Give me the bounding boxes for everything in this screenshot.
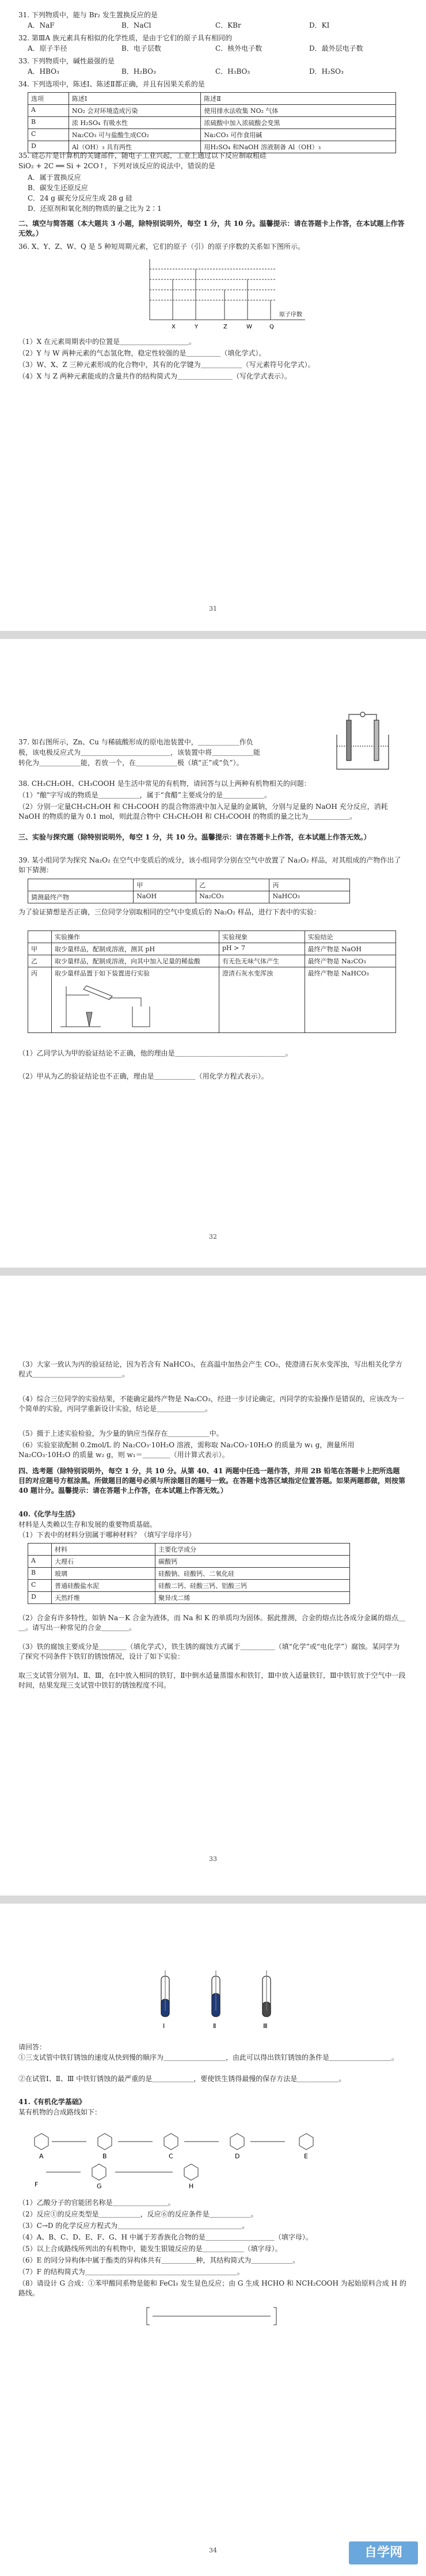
table-cell bbox=[52, 967, 219, 1033]
element-label-z: Z bbox=[223, 324, 227, 330]
table-cell: D bbox=[28, 1592, 52, 1604]
q32-option-a: A．原子半径 bbox=[28, 44, 67, 52]
question-37-line3: 转化为＿＿＿＿＿＿能，若放一个，在＿＿＿＿＿＿极（填“正”或“负”）。 bbox=[18, 759, 244, 767]
section-3-heading: 三、实验与探究题（除特别说明外，每空 1 分，共 10 分。温馨提示：请在答题卡上作答，在本试题上作答无效。） bbox=[18, 833, 371, 841]
table-header-cell bbox=[28, 931, 52, 943]
table-cell: NaHCO₃ bbox=[269, 891, 350, 903]
table-cell: 最终产物是 NaHCO₃ bbox=[305, 967, 395, 1033]
table-34-header-cell: 陈述Ⅰ bbox=[69, 93, 201, 105]
question-39-text: 为了验证猜想是否正确，三位同学分别取相同的空气中变质后的 Na₂O₂ 样品，进行下表中的实验： bbox=[18, 908, 321, 916]
q31-option-b: B．NaCl bbox=[121, 21, 151, 29]
table-cell: 澄清石灰水变浑浊 bbox=[219, 967, 305, 1033]
q35-option-b: B．碳发生还原反应 bbox=[28, 184, 88, 192]
table-row bbox=[28, 1544, 350, 1556]
q31-option-d: D．KI bbox=[309, 21, 330, 29]
table-row bbox=[28, 891, 350, 903]
polymer-structure-figure bbox=[144, 2305, 282, 2328]
table-cell bbox=[28, 879, 134, 891]
question-36: 36. X、Y、Z、W、Q 是 5 种短周期元素，它们的原子（引）的原子序数的关系如下图所示。 bbox=[18, 243, 305, 251]
tube-label-3: Ⅲ bbox=[263, 2022, 268, 2030]
table-row bbox=[28, 117, 396, 129]
question-41-7: （7）F 的结构简式为＿＿＿＿＿＿＿＿＿＿＿＿＿＿＿＿＿＿＿＿＿＿。 bbox=[18, 2268, 244, 2276]
tube-label-1: Ⅰ bbox=[163, 2022, 165, 2030]
section-2-heading: 二、填空与简答题（本大题共 3 小题，除特别说明外，每空 1 分，共 10 分。温馨提示：请在答题卡上作答，在本试题上作答无效。） bbox=[18, 220, 405, 237]
question-41-intro: 某有机物的合成路线如下： bbox=[18, 2108, 102, 2116]
question-36-1: （1）X 在元素周期表中的位置是＿＿＿＿＿＿＿＿＿＿。 bbox=[18, 338, 196, 346]
table-cell: Na₂CO₃ 可与盐酸生成CO₂ bbox=[69, 129, 201, 141]
table-cell: pH > 7 bbox=[219, 943, 305, 955]
atomic-number-diagram bbox=[138, 256, 311, 331]
test-tubes-figure bbox=[138, 1970, 299, 2034]
question-40-title: 40.《化学与生活》 bbox=[18, 1510, 79, 1518]
experiment-table bbox=[28, 930, 396, 1033]
table-cell: 天然纤维 bbox=[52, 1592, 155, 1604]
table-header-cell: 材料 bbox=[52, 1544, 155, 1556]
table-row bbox=[28, 105, 396, 117]
q33-option-b: B．H₂BO₃ bbox=[121, 67, 156, 75]
table-cell: 硅酸钠、硅酸钙、二氧化硅 bbox=[155, 1568, 350, 1580]
q31-options bbox=[28, 21, 403, 31]
q33-options bbox=[28, 67, 403, 77]
q32-option-d: D．最外层电子数 bbox=[309, 44, 363, 52]
q33-option-c: C．H₃BO₃ bbox=[215, 67, 250, 75]
compound-label-g: G bbox=[97, 2182, 102, 2189]
question-40-3: （3）铁的腐蚀主要成分是＿＿＿＿（填化学式），铁生锈的腐蚀方式属于＿＿＿＿＿（填“化学”或“电化学”）腐蚀。某同学为了探究不同条件下铁钉的锈蚀情况，设计了如下实验： bbox=[18, 1643, 400, 1660]
table-cell-text: 取少量样品置于如下装置进行实验 bbox=[55, 970, 150, 977]
page-separator bbox=[0, 1268, 426, 1276]
question-41-6: （6）E 的同分异构体中属于酯类的异构体共有＿＿＿＿＿种，其结构简式为＿＿＿＿＿＿。 bbox=[18, 2256, 300, 2264]
table-cell: A bbox=[28, 1556, 52, 1568]
element-label-x: X bbox=[172, 324, 176, 330]
table-cell: 碳酸钙 bbox=[155, 1556, 350, 1568]
question-38-2: （2）分别一定量CH₃CH₂OH 和 CH₃COOH 的混合物溶液中加入足量的金属钠，分别与足量的 NaOH 充分反应，消耗 NaOH 的物质的量为 0.1 mol，则此混合物中 CH₃CH₂OH 和 CH₃COOH 的物质的量之比为＿＿＿＿＿＿。 bbox=[18, 803, 388, 820]
q32-option-c: C．核外电子数 bbox=[215, 44, 263, 52]
table-cell: 丙 bbox=[28, 967, 52, 1033]
question-35-line1: 35. 硅芯片是计算机的关键部件，随电子工业兴起，工业上通过以下反应制取粗硅 bbox=[18, 152, 267, 160]
table-header-cell: 实验结论 bbox=[305, 931, 395, 943]
compound-label-e: E bbox=[304, 2153, 308, 2160]
question-41-5: （5）以上合成路线所列出的有机物中，能发生银镜反应的是＿＿＿＿＿＿（填字母）。 bbox=[18, 2245, 282, 2253]
table-cell: B bbox=[28, 117, 69, 129]
question-41-3: （3）C→D 的化学反应方程式为＿＿＿＿＿＿＿＿＿＿＿＿＿＿＿＿＿＿。 bbox=[18, 2222, 249, 2230]
question-33: 33. 下列物质中，碱性最强的是 bbox=[18, 57, 115, 65]
table-cell: NaOH bbox=[134, 891, 196, 903]
synthesis-scheme bbox=[23, 2120, 403, 2189]
site-logo[interactable]: 自学网 bbox=[349, 2541, 418, 2564]
page-number: 31 bbox=[209, 605, 217, 612]
table-34 bbox=[28, 92, 396, 153]
galvanic-cell-figure bbox=[328, 712, 397, 775]
section-4-heading: 四、选考题（除特别说明外，每空 1 分，共 10 分。从第 40、41 两题中任选一题作答，并用 2B 铅笔在答题卡上把所选题目的对应题号方框涂黑。所做题目的题号必须与所涂题目的题号一致。在答题卡选答区域指定位置答题。如果两题都做，则按第 40 题计分。温馨提示：请在答题卡上作答，在本试题上作答无效。） bbox=[18, 1467, 406, 1495]
question-39-4: （4）综合三位同学的实验结果，不能确定最终产物是 Na₂CO₃，经进一步讨论确定，丙同学的实验操作是错误的，应该改为一个简单的实验，丙同学重新设计实验，结论是＿＿＿＿＿＿＿。 bbox=[18, 1395, 404, 1413]
table-34-header bbox=[28, 93, 396, 105]
question-40-intro: 材料是人类赖以生存和发展的重要物质基础。 bbox=[18, 1520, 157, 1529]
table-cell: NO₂ 会对环境造成污染 bbox=[69, 105, 201, 117]
question-39: 39. 某小组同学为探究 Na₂O₂ 在空气中变质后的成分，该小组同学分别在空气中放置了 Na₂O₂ 样品，对其组成的产物作出了如下猜测： bbox=[18, 856, 401, 874]
compound-label-a: A bbox=[39, 2153, 44, 2160]
compound-label-f: F bbox=[35, 2181, 39, 2188]
table-cell: 甲 bbox=[28, 943, 52, 955]
question-40-sub1: ①三支试管中铁钉锈蚀的速度从快到慢的顺序为＿＿＿＿＿＿＿＿＿，由此可以得出铁钉锈蚀的条件是＿＿＿＿＿＿＿＿＿。 bbox=[18, 2053, 399, 2061]
question-37-line1: 37. 如右图所示，Zn、Cu 与稀硫酸形成的原电池装置中，＿＿＿＿＿＿作负 bbox=[18, 738, 253, 746]
table-row bbox=[28, 931, 396, 943]
table-cell: D bbox=[28, 141, 69, 153]
question-41-2: （2）反应①的反应类型是＿＿＿＿＿＿，反应⑥的反应条件是＿＿＿＿＿＿。 bbox=[18, 2210, 258, 2218]
question-40-1: （1）下表中的材料分别属于哪种材料？（填写字母序号） bbox=[18, 1531, 196, 1539]
table-cell: 聚异戊二烯 bbox=[155, 1592, 350, 1604]
table-row bbox=[28, 1580, 350, 1592]
question-40-2: （2）合金有许多特性，如钠 Na－K 合金为液体，而 Na 和 K 的单质均为固体。据此推测，合金的熔点比各成分金属的熔点＿＿。请写出一种常见的合金＿＿＿＿。 bbox=[18, 1614, 405, 1632]
table-cell: 玻璃 bbox=[52, 1568, 155, 1580]
question-36-3: （3）W、X、Z 三种元素形成的化合物中，其有的化学键为＿＿＿＿＿＿（写元素符号化学式）。 bbox=[18, 361, 315, 369]
question-35-line2: SiO₂ + 2C ══ Si + 2CO↑，下列对该反应的说法中，错误的是 bbox=[18, 162, 215, 170]
compound-label-c: C bbox=[169, 2153, 173, 2160]
q35-option-c: C．24 g 碳充分反应生成 28 g 硅 bbox=[28, 194, 133, 202]
question-40-sub2: ②在试管Ⅰ、Ⅱ、Ⅲ 中铁钉锈蚀的最严重的是＿＿＿＿＿＿，要使铁生锈得最慢的保存方法是＿＿＿＿＿＿。 bbox=[18, 2075, 346, 2083]
table-cell: 最终产物是 NaOH bbox=[305, 943, 395, 955]
question-41-1: （1）乙酸分子的官能团名称是＿＿＿＿＿＿＿＿。 bbox=[18, 2199, 175, 2207]
question-39-5: （5）摄于上述实验检验，为少量的钠应当保存在＿＿＿＿＿＿中。 bbox=[18, 1429, 223, 1438]
table-cell: 用H₂SO₄ 和NaOH 溶液制备 Al（OH）₃ bbox=[201, 141, 396, 153]
q35-option-d: D．还原剂和氧化剂的物质的量之比为 2∶1 bbox=[28, 205, 162, 213]
table-34-header-cell: 选项 bbox=[28, 93, 69, 105]
table-row bbox=[28, 943, 396, 955]
compound-label-b: B bbox=[102, 2153, 107, 2160]
table-row bbox=[28, 1568, 350, 1580]
table-cell: 甲 bbox=[134, 879, 196, 891]
element-label-y: Y bbox=[195, 324, 199, 330]
heating-apparatus-figure bbox=[55, 978, 170, 1030]
compound-label-h: H bbox=[189, 2182, 194, 2189]
question-41-4: （4）A、B、C、D、E、F、G、H 中属于芳香族化合物的是＿＿＿＿＿＿＿＿＿＿（填字母）。 bbox=[18, 2233, 313, 2241]
materials-table bbox=[28, 1543, 350, 1604]
q31-option-c: C．KBr bbox=[215, 21, 241, 29]
table-cell: 大理石 bbox=[52, 1556, 155, 1568]
question-38-1: （1）"酿"字写成的物质是＿＿＿＿＿＿，属于“食醋”主要成分的是＿＿＿＿＿＿。 bbox=[18, 791, 271, 799]
question-40-4: 取三支试管分别为Ⅰ、Ⅱ、Ⅲ，在Ⅰ中放入相同的铁钉，Ⅱ中倒水适量蒸馏水和铁钉，Ⅲ中放入适量铁钉，Ⅲ中铁钉放于空气中一段时间，结果发现三支试管中铁钉的锈蚀程度不同。 bbox=[18, 1671, 406, 1689]
table-cell: C bbox=[28, 1580, 52, 1592]
table-cell: 硅酸二钙、硅酸三钙、铝酸三钙 bbox=[155, 1580, 350, 1592]
question-36-2: （2）Y 与 W 两种元素的气态氢化物，稳定性较强的是＿＿＿＿＿（填化学式）。 bbox=[18, 349, 266, 357]
question-41-8: （8）请设计 G 合成：①苯甲酸同系物是能和 FeCl₃ 发生显色反应；由 G 生成 HCHO 和 NCH₂COOH 为起始原料合成 H 的路线。 bbox=[18, 2279, 406, 2297]
q32-option-b: B．电子层数 bbox=[121, 44, 161, 52]
q33-option-a: A．HBO₃ bbox=[28, 67, 59, 75]
question-39-6: （6）实验室欲配制 0.2mol/L 的 Na₂CO₃·10H₂O 溶液，需称取 Na₂CO₃·10H₂O 的质量为 w₁ g，测量所用 Na₂CO₃·10H₂O 的质量 w₂ g，则 w₁＝＿＿＿＿（用计算式表示）。 bbox=[18, 1441, 355, 1459]
question-34: 34. 下列选项中，陈述Ⅰ、陈述Ⅱ都正确，并且有因果关系的是 bbox=[18, 80, 205, 88]
table-header-cell: 实验操作 bbox=[52, 931, 219, 943]
question-38: 38. CH₃CH₂OH、CH₃COOH 是生活中常见的有机物，请回答与以上两种有机物相关的问题： bbox=[18, 780, 311, 788]
table-header-cell: 实验现象 bbox=[219, 931, 305, 943]
page-number: 32 bbox=[209, 1233, 217, 1240]
guess-table bbox=[28, 879, 350, 903]
table-row bbox=[28, 967, 396, 1033]
page-number: 34 bbox=[209, 2547, 217, 2554]
q35-option-a: A．属于置换反应 bbox=[28, 173, 81, 181]
page-number: 33 bbox=[209, 1855, 217, 1863]
compound-label-d: D bbox=[235, 2153, 240, 2160]
table-cell: B bbox=[28, 1568, 52, 1580]
element-label-q: Q bbox=[269, 324, 274, 330]
table-cell: 普通硅酸盐水泥 bbox=[52, 1580, 155, 1592]
question-39-2: （2）甲从为乙的验证结论也不正确，理由是＿＿＿＿＿＿（用化学方程式表示）。 bbox=[18, 1072, 268, 1080]
table-cell: 浓 H₂SO₄ 有吸水性 bbox=[69, 117, 201, 129]
page-separator bbox=[0, 1896, 426, 1904]
q33-option-d: D．H₂SO₃ bbox=[309, 67, 344, 75]
tube-label-2: Ⅱ bbox=[213, 2022, 216, 2030]
table-header-cell bbox=[28, 1544, 52, 1556]
table-row bbox=[28, 1556, 350, 1568]
question-31: 31. 下列物质中，能与 Br₂ 发生置换反应的是 bbox=[18, 11, 158, 19]
table-cell: 浓硫酸中加入浓硫酸会变黑 bbox=[201, 117, 396, 129]
page-separator bbox=[0, 631, 426, 639]
question-39-1: （1）乙同学认为甲的验证结论不正确，他的理由是＿＿＿＿＿＿＿＿＿＿＿＿＿＿＿＿。 bbox=[18, 1049, 292, 1057]
table-cell: 乙 bbox=[196, 879, 269, 891]
table-cell: 使用排水法收集 NO₂ 气体 bbox=[201, 105, 396, 117]
question-36-4: （4）X 与 Z 两种元素能成的含量共作的结构简式为＿＿＿＿＿＿＿＿（写化学式表示）。 bbox=[18, 372, 291, 380]
question-37-line2: 极，该电极反应式为＿＿＿＿＿＿＿＿＿＿＿＿＿，该装置中将＿＿＿＿＿＿能 bbox=[18, 748, 261, 756]
q32-options bbox=[28, 44, 403, 54]
table-cell: Al（OH）₃ 具有两性 bbox=[69, 141, 201, 153]
table-row bbox=[28, 129, 396, 141]
table-cell: C bbox=[28, 129, 69, 141]
table-cell: 最终产物是 Na₂CO₃ bbox=[305, 955, 395, 967]
please-answer: 请回答： bbox=[18, 2043, 47, 2051]
q31-option-a: A．NaF bbox=[28, 21, 55, 29]
table-header-cell: 主要化学成分 bbox=[155, 1544, 350, 1556]
table-cell: 有无色无味气体产生 bbox=[219, 955, 305, 967]
table-cell: 猜测最终产物 bbox=[28, 891, 134, 903]
table-cell: 取少量样品，配制成溶液，测其 pH bbox=[52, 943, 219, 955]
table-cell: 乙 bbox=[28, 955, 52, 967]
table-cell: A bbox=[28, 105, 69, 117]
table-34-header-cell: 陈述Ⅱ bbox=[201, 93, 396, 105]
question-41-title: 41.《有机化学基础》 bbox=[18, 2098, 86, 2106]
table-cell: Na₂CO₃ 可作食用碱 bbox=[201, 129, 396, 141]
element-label-w: W bbox=[246, 324, 252, 330]
table-row bbox=[28, 879, 350, 891]
table-row bbox=[28, 1592, 350, 1604]
table-cell: 丙 bbox=[269, 879, 350, 891]
axis-label: 原子序数 bbox=[279, 312, 302, 318]
table-cell: 取少量样品，配制成溶液，向其中加入足量的稀盐酸 bbox=[52, 955, 219, 967]
table-row bbox=[28, 955, 396, 967]
question-32: 32. 第ⅢA 族元素具有相似的化学性质，是由于它们的原子具有相同的 bbox=[18, 34, 232, 42]
question-39-3: （3）大家一致认为丙的验证结论，因为若含有 NaHCO₃，在高温中加热会产生 CO₂，使澄清石灰水变浑浊，写出相关化学方程式＿＿＿＿＿＿＿＿＿＿＿＿＿。 bbox=[18, 1360, 403, 1378]
table-cell: Na₂CO₃ bbox=[196, 891, 269, 903]
